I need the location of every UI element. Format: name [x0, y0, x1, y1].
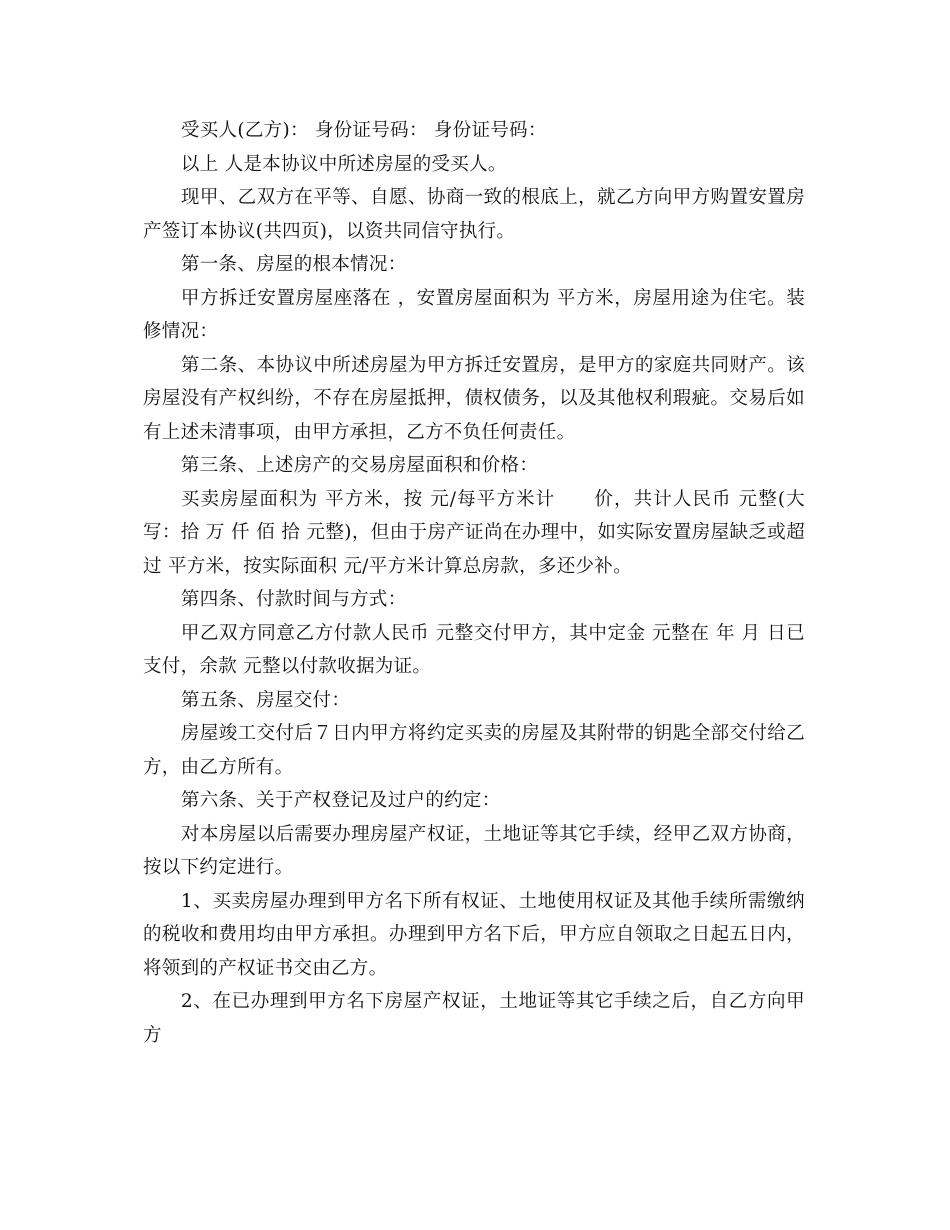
paragraph-preamble: 现甲、乙双方在平等、自愿、协商一致的根底上，就乙方向甲方购置安置房产签订本协议(共四页)，以资共同信守执行。 [143, 187, 805, 242]
heading-article-6: 第六条、关于产权登记及过户的约定： [180, 790, 501, 811]
heading-article-3: 第三条、上述房产的交易房屋面积和价格： [180, 455, 539, 476]
paragraph-article-2: 第二条、本协议中所述房屋为甲方拆迁安置房，是甲方的家庭共同财产。该房屋没有产权纠纷，不存在房屋抵押，债权债务，以及其他权利瑕疵。交易后如有上述未清事项，由甲方承担，乙方不负任何责任。 [143, 354, 805, 443]
heading-article-1: 第一条、房屋的根本情况： [180, 254, 407, 275]
paragraph-buyer-statement: 以上 人是本协议中所述房屋的受买人。 [180, 153, 507, 175]
paragraph-article-5-body: 房屋竣工交付后７日内甲方将约定买卖的房屋及其附带的钥匙全部交付给乙方，由乙方所有。 [143, 723, 805, 778]
heading-article-4: 第四条、付款时间与方式： [180, 589, 407, 610]
paragraph-article-6-intro: 对本房屋以后需要办理房屋产权证，土地证等其它手续，经甲乙双方协商，按以下约定进行。 [143, 823, 805, 878]
paragraph-article-4-body: 甲乙双方同意乙方付款人民币 元整交付甲方，其中定金 元整在 年 月 日已支付，余款 元整以付款收据为证。 [143, 622, 805, 677]
paragraph-article-1-body: 甲方拆迁安置房屋座落在 ，安置房屋面积为 平方米，房屋用途为住宅。装修情况： [143, 287, 805, 342]
paragraph-buyer-id: 受买人(乙方)： 身份证号码： 身份证号码： [180, 120, 547, 141]
paragraph-article-6-item-1: 1、买卖房屋办理到甲方名下所有权证、土地使用权证及其他手续所需缴纳的税收和费用均由甲方承担。办理到甲方名下后，甲方应自领取之日起五日内，将领到的产权证书交由乙方。 [143, 890, 805, 979]
paragraph-article-6-item-2: 2、在已办理到甲方名下房屋产权证，土地证等其它手续之后，自乙方向甲方 [143, 991, 805, 1046]
paragraph-article-3-body: 买卖房屋面积为 平方米，按 元/每平方米计 价，共计人民币 元整(大写：拾 万 仟 佰 拾 元整)，但由于房产证尚在办理中，如实际安置房屋缺乏或超过 平方米，按实际面积 元/平方米计算总房款，多还少补。 [143, 488, 805, 577]
document-page [143, 114, 805, 1052]
heading-article-5: 第五条、房屋交付： [180, 689, 351, 711]
